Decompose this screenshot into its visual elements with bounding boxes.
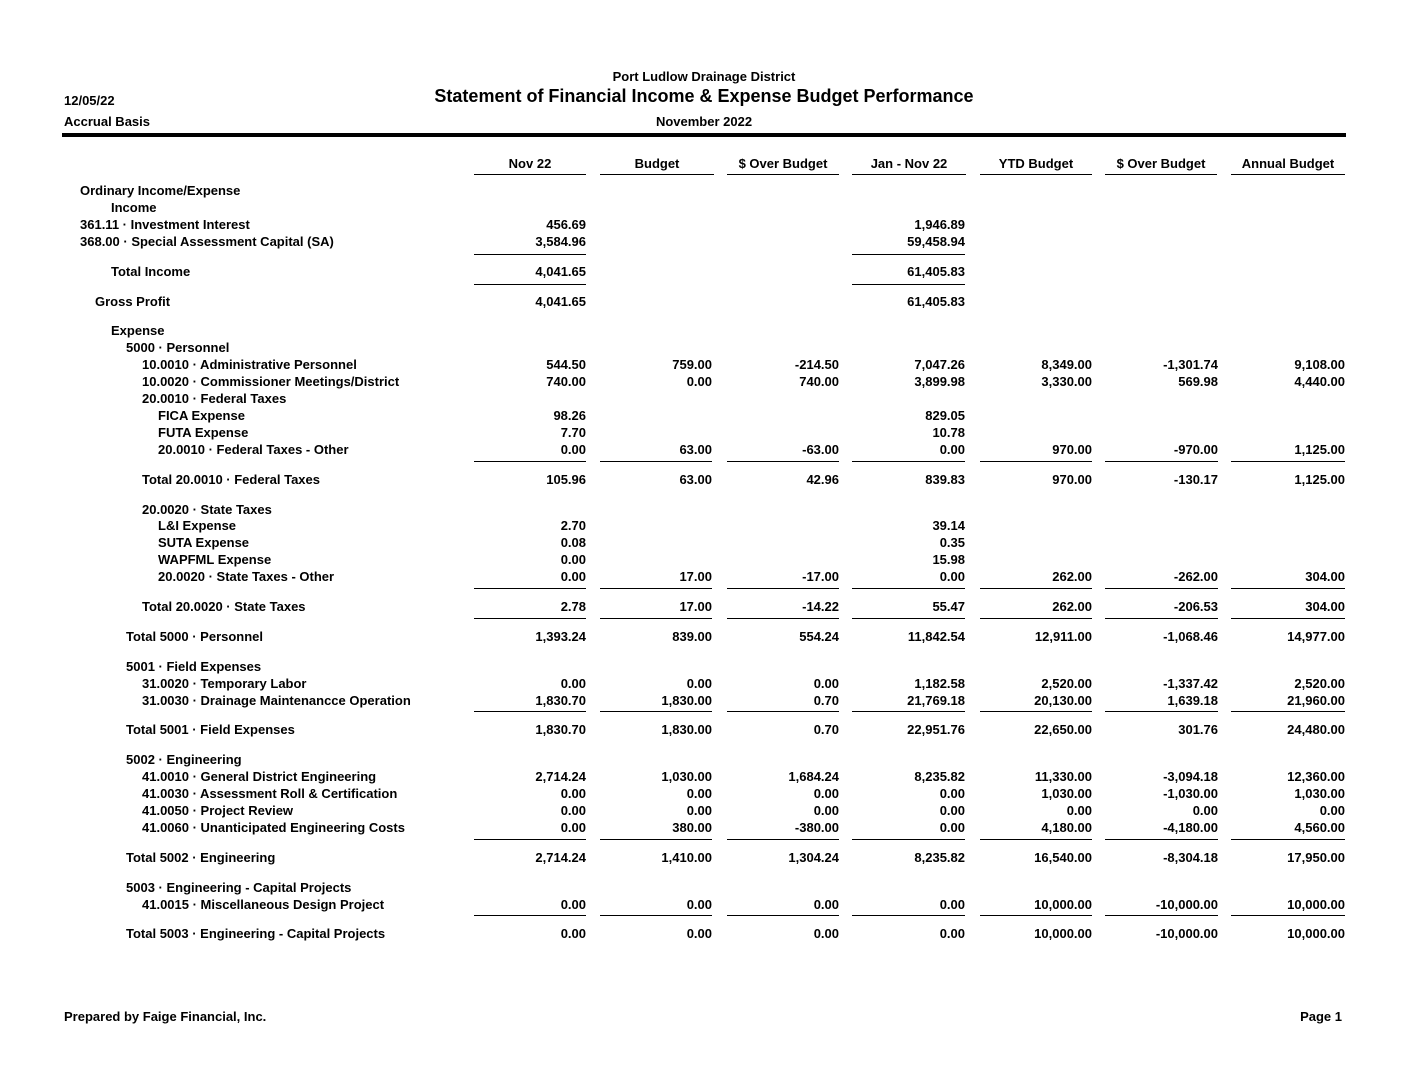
cell-value: 0.00 xyxy=(1066,803,1092,818)
row-label: Ordinary Income/Expense xyxy=(80,183,241,198)
cell-value: 4,041.65 xyxy=(535,264,586,279)
subtotal-rule xyxy=(1105,588,1218,589)
cell-value: 2,714.24 xyxy=(535,850,586,865)
cell-value: 1,182.58 xyxy=(914,676,965,691)
subtotal-rule xyxy=(852,711,965,712)
table-row xyxy=(0,786,1408,803)
column-header-over-budget: $ Over Budget xyxy=(738,156,828,171)
cell-value: 0.00 xyxy=(813,676,839,691)
cell-value: -1,337.42 xyxy=(1163,676,1218,691)
subtotal-rule xyxy=(980,588,1092,589)
cell-value: -206.53 xyxy=(1173,599,1218,614)
cell-value: 304.00 xyxy=(1305,569,1345,584)
subtotal-rule xyxy=(852,588,965,589)
cell-value: 1,639.18 xyxy=(1167,693,1218,708)
subtotal-rule xyxy=(474,254,586,255)
cell-value: 10,000.00 xyxy=(1034,926,1092,941)
row-label: SUTA Expense xyxy=(158,535,250,550)
subtotal-rule xyxy=(474,915,586,916)
cell-value: 1,304.24 xyxy=(788,850,839,865)
cell-value: 12,360.00 xyxy=(1287,769,1345,784)
cell-value: 0.00 xyxy=(560,926,586,941)
cell-value: 1,030.00 xyxy=(1294,786,1345,801)
subtotal-rule xyxy=(474,711,586,712)
cell-value: 24,480.00 xyxy=(1287,722,1345,737)
section-header-row xyxy=(0,200,1408,217)
subtotal-rule xyxy=(1105,915,1218,916)
cell-value: 39.14 xyxy=(932,518,965,533)
cell-value: 0.00 xyxy=(686,803,712,818)
cell-value: -130.17 xyxy=(1173,472,1218,487)
cell-value: 0.00 xyxy=(939,897,965,912)
subtotal-rule xyxy=(600,915,712,916)
table-row xyxy=(0,897,1408,914)
table-row xyxy=(0,357,1408,374)
table-row xyxy=(0,408,1408,425)
cell-value: 1,393.24 xyxy=(535,629,586,644)
subtotal-rule xyxy=(600,839,712,840)
row-label: Expense xyxy=(111,323,165,338)
subtotal-rule xyxy=(980,461,1092,462)
cell-value: 10.78 xyxy=(932,425,965,440)
row-label: Total Income xyxy=(111,264,191,279)
cell-value: 0.00 xyxy=(560,820,586,835)
column-header-ytd-actual: Jan - Nov 22 xyxy=(870,156,948,171)
subtotal-rule xyxy=(727,839,839,840)
cell-value: 1,030.00 xyxy=(661,769,712,784)
cell-value: 21,960.00 xyxy=(1287,693,1345,708)
cell-value: 10,000.00 xyxy=(1287,926,1345,941)
cell-value: 0.00 xyxy=(939,442,965,457)
report-date: 12/05/22 xyxy=(64,93,115,108)
table-row xyxy=(0,569,1408,586)
table-row xyxy=(0,217,1408,234)
subtotal-rule xyxy=(600,618,712,619)
cell-value: -3,094.18 xyxy=(1163,769,1218,784)
cell-value: 1,830.70 xyxy=(535,693,586,708)
section-header-row xyxy=(0,659,1408,676)
row-label: Income xyxy=(111,200,157,215)
cell-value: 61,405.83 xyxy=(907,294,965,309)
subtotal-rule xyxy=(1231,461,1345,462)
row-label: 20.0010 · Federal Taxes xyxy=(142,391,287,406)
subtotal-rule xyxy=(852,254,965,255)
subtotal-rule xyxy=(727,618,839,619)
cell-value: 740.00 xyxy=(799,374,839,389)
cell-value: 0.08 xyxy=(560,535,586,550)
column-header-ytd-budget: YTD Budget xyxy=(998,156,1074,171)
cell-value: -17.00 xyxy=(802,569,839,584)
subtotal-rule xyxy=(474,284,586,285)
section-header-row xyxy=(0,340,1408,357)
cell-value: 4,041.65 xyxy=(535,294,586,309)
cell-value: 0.00 xyxy=(560,569,586,584)
column-header-budget: Budget xyxy=(634,156,680,171)
cell-value: -14.22 xyxy=(802,599,839,614)
section-header-row xyxy=(0,502,1408,519)
cell-value: 456.69 xyxy=(546,217,586,232)
total-row xyxy=(0,629,1408,646)
table-row xyxy=(0,442,1408,459)
prepared-by: Prepared by Faige Financial, Inc. xyxy=(64,1009,267,1024)
row-label: 361.11 · Investment Interest xyxy=(80,217,250,232)
cell-value: 0.00 xyxy=(686,897,712,912)
subtotal-rule xyxy=(980,711,1092,712)
cell-value: 0.00 xyxy=(560,803,586,818)
table-row xyxy=(0,425,1408,442)
table-row xyxy=(0,535,1408,552)
cell-value: 15.98 xyxy=(932,552,965,567)
cell-value: 0.00 xyxy=(939,926,965,941)
cell-value: 0.00 xyxy=(686,786,712,801)
section-header-row xyxy=(0,880,1408,897)
subtotal-rule xyxy=(474,588,586,589)
cell-value: -262.00 xyxy=(1173,569,1218,584)
cell-value: 0.00 xyxy=(939,786,965,801)
subtotal-rule xyxy=(600,711,712,712)
subtotal-rule xyxy=(852,284,965,285)
total-row xyxy=(0,264,1408,281)
table-row xyxy=(0,803,1408,820)
cell-value: 1,125.00 xyxy=(1294,472,1345,487)
cell-value: -10,000.00 xyxy=(1155,926,1218,941)
cell-value: 0.00 xyxy=(813,926,839,941)
subtotal-rule xyxy=(1231,618,1345,619)
row-label: 41.0015 · Miscellaneous Design Project xyxy=(142,897,385,912)
cell-value: 262.00 xyxy=(1052,569,1092,584)
cell-value: -214.50 xyxy=(794,357,839,372)
row-label: 20.0020 · State Taxes - Other xyxy=(158,569,335,584)
cell-value: 740.00 xyxy=(546,374,586,389)
cell-value: 2.70 xyxy=(560,518,586,533)
cell-value: 105.96 xyxy=(546,472,586,487)
table-row xyxy=(0,374,1408,391)
cell-value: 16,540.00 xyxy=(1034,850,1092,865)
table-row xyxy=(0,693,1408,710)
cell-value: 11,330.00 xyxy=(1034,769,1092,784)
row-label: 20.0010 · Federal Taxes - Other xyxy=(158,442,349,457)
cell-value: 829.05 xyxy=(925,408,965,423)
cell-value: 20,130.00 xyxy=(1034,693,1092,708)
row-label: 41.0010 · General District Engineering xyxy=(142,769,377,784)
table-row xyxy=(0,234,1408,251)
subtotal-rule xyxy=(600,461,712,462)
cell-value: 1,946.89 xyxy=(914,217,965,232)
subtotal-rule xyxy=(1105,461,1218,462)
subtotal-rule xyxy=(1231,588,1345,589)
cell-value: 59,458.94 xyxy=(907,234,965,249)
cell-value: 0.00 xyxy=(686,676,712,691)
column-header-annual-budget: Annual Budget xyxy=(1241,156,1335,171)
cell-value: 1,830.70 xyxy=(535,722,586,737)
column-header-ytd-over-budget: $ Over Budget xyxy=(1116,156,1206,171)
cell-value: 10,000.00 xyxy=(1034,897,1092,912)
subtotal-rule xyxy=(474,839,586,840)
row-label: Total 5001 · Field Expenses xyxy=(126,722,295,737)
row-label: Total 20.0010 · Federal Taxes xyxy=(142,472,320,487)
cell-value: 0.00 xyxy=(686,926,712,941)
subtotal-rule xyxy=(474,461,586,462)
table-row xyxy=(0,769,1408,786)
subtotal-rule xyxy=(980,915,1092,916)
table-row xyxy=(0,676,1408,693)
accounting-basis: Accrual Basis xyxy=(64,114,150,129)
cell-value: -10,000.00 xyxy=(1155,897,1218,912)
row-label: WAPFML Expense xyxy=(158,552,272,567)
cell-value: 8,349.00 xyxy=(1041,357,1092,372)
cell-value: -970.00 xyxy=(1173,442,1218,457)
cell-value: -1,068.46 xyxy=(1163,629,1218,644)
table-row xyxy=(0,518,1408,535)
table-row xyxy=(0,552,1408,569)
cell-value: -8,304.18 xyxy=(1163,850,1218,865)
section-header-row xyxy=(0,391,1408,408)
cell-value: -4,180.00 xyxy=(1163,820,1218,835)
cell-value: 17.00 xyxy=(679,569,712,584)
cell-value: 544.50 xyxy=(546,357,586,372)
cell-value: 7,047.26 xyxy=(914,357,965,372)
row-label: Total 5003 · Engineering - Capital Projects xyxy=(126,926,386,941)
cell-value: 14,977.00 xyxy=(1287,629,1345,644)
row-label: 5002 · Engineering xyxy=(126,752,242,767)
subtotal-rule xyxy=(727,461,839,462)
row-label: L&I Expense xyxy=(158,518,237,533)
cell-value: -63.00 xyxy=(802,442,839,457)
cell-value: 569.98 xyxy=(1178,374,1218,389)
row-label: Total 20.0020 · State Taxes xyxy=(142,599,306,614)
cell-value: 0.00 xyxy=(939,569,965,584)
cell-value: 0.70 xyxy=(813,722,839,737)
cell-value: 970.00 xyxy=(1052,472,1092,487)
page-number: Page 1 xyxy=(1300,1009,1342,1024)
cell-value: 8,235.82 xyxy=(914,850,965,865)
table-row xyxy=(0,820,1408,837)
cell-value: 0.00 xyxy=(813,897,839,912)
cell-value: -380.00 xyxy=(794,820,839,835)
column-header-nov22: Nov 22 xyxy=(508,156,552,171)
cell-value: 42.96 xyxy=(806,472,839,487)
report-period: November 2022 xyxy=(655,114,753,129)
cell-value: 1,830.00 xyxy=(661,722,712,737)
cell-value: 3,899.98 xyxy=(914,374,965,389)
cell-value: 22,951.76 xyxy=(907,722,965,737)
cell-value: 11,842.54 xyxy=(907,629,965,644)
cell-value: 839.83 xyxy=(925,472,965,487)
cell-value: 63.00 xyxy=(679,442,712,457)
subtotal-rule xyxy=(474,618,586,619)
cell-value: 98.26 xyxy=(553,408,586,423)
cell-value: 1,684.24 xyxy=(788,769,839,784)
cell-value: 262.00 xyxy=(1052,599,1092,614)
cell-value: 61,405.83 xyxy=(907,264,965,279)
total-row xyxy=(0,850,1408,867)
row-label: Total 5000 · Personnel xyxy=(126,629,264,644)
cell-value: 1,830.00 xyxy=(661,693,712,708)
cell-value: 0.00 xyxy=(686,374,712,389)
total-row xyxy=(0,926,1408,943)
cell-value: 4,180.00 xyxy=(1041,820,1092,835)
cell-value: 2.78 xyxy=(560,599,586,614)
subtotal-rule xyxy=(727,711,839,712)
row-label: 41.0050 · Project Review xyxy=(142,803,294,818)
cell-value: 7.70 xyxy=(560,425,586,440)
row-label: 5003 · Engineering - Capital Projects xyxy=(126,880,352,895)
subtotal-rule xyxy=(980,839,1092,840)
row-label: 31.0020 · Temporary Labor xyxy=(142,676,307,691)
cell-value: -1,301.74 xyxy=(1163,357,1218,372)
subtotal-rule xyxy=(852,618,965,619)
cell-value: 759.00 xyxy=(672,357,712,372)
cell-value: 2,520.00 xyxy=(1294,676,1345,691)
report-title: Statement of Financial Income & Expense Budget Performance xyxy=(434,86,974,106)
cell-value: 0.70 xyxy=(813,693,839,708)
row-label: 5000 · Personnel xyxy=(126,340,230,355)
subtotal-rule xyxy=(1231,915,1345,916)
subtotal-rule xyxy=(1105,839,1218,840)
cell-value: 17.00 xyxy=(679,599,712,614)
cell-value: 4,440.00 xyxy=(1294,374,1345,389)
cell-value: 0.00 xyxy=(1319,803,1345,818)
row-label: FUTA Expense xyxy=(158,425,249,440)
subtotal-rule xyxy=(1231,839,1345,840)
cell-value: 0.00 xyxy=(560,552,586,567)
total-row xyxy=(0,722,1408,739)
section-header-row xyxy=(0,183,1408,200)
subtotal-rule xyxy=(1105,618,1218,619)
subtotal-rule xyxy=(852,839,965,840)
cell-value: 2,520.00 xyxy=(1041,676,1092,691)
subtotal-rule xyxy=(852,915,965,916)
cell-value: 12,911.00 xyxy=(1034,629,1092,644)
total-row xyxy=(0,472,1408,489)
cell-value: 0.00 xyxy=(560,676,586,691)
subtotal-rule xyxy=(1231,711,1345,712)
cell-value: 380.00 xyxy=(672,820,712,835)
row-label: Total 5002 · Engineering xyxy=(126,850,276,865)
cell-value: 0.00 xyxy=(939,820,965,835)
subtotal-rule xyxy=(980,618,1092,619)
cell-value: 4,560.00 xyxy=(1294,820,1345,835)
cell-value: 9,108.00 xyxy=(1294,357,1345,372)
cell-value: 0.00 xyxy=(939,803,965,818)
cell-value: 1,125.00 xyxy=(1294,442,1345,457)
cell-value: 1,030.00 xyxy=(1041,786,1092,801)
cell-value: -1,030.00 xyxy=(1163,786,1218,801)
cell-value: 22,650.00 xyxy=(1034,722,1092,737)
cell-value: 8,235.82 xyxy=(914,769,965,784)
cell-value: 0.00 xyxy=(560,897,586,912)
row-label: Gross Profit xyxy=(95,294,171,309)
subtotal-rule xyxy=(727,588,839,589)
row-label: 5001 · Field Expenses xyxy=(126,659,262,674)
row-label: 20.0020 · State Taxes xyxy=(142,502,272,517)
organization-name: Port Ludlow Drainage District xyxy=(612,69,796,84)
row-label: FICA Expense xyxy=(158,408,245,423)
row-label: 31.0030 · Drainage Maintenancce Operation xyxy=(142,693,411,708)
cell-value: 0.00 xyxy=(1192,803,1218,818)
cell-value: 63.00 xyxy=(679,472,712,487)
subtotal-rule xyxy=(1105,711,1218,712)
subtotal-rule xyxy=(727,915,839,916)
cell-value: 839.00 xyxy=(672,629,712,644)
cell-value: 0.00 xyxy=(560,442,586,457)
cell-value: 21,769.18 xyxy=(907,693,965,708)
cell-value: 0.00 xyxy=(813,786,839,801)
cell-value: 0.00 xyxy=(560,786,586,801)
row-label: 41.0060 · Unanticipated Engineering Costs xyxy=(142,820,405,835)
cell-value: 55.47 xyxy=(932,599,965,614)
cell-value: 2,714.24 xyxy=(535,769,586,784)
subtotal-rule xyxy=(600,588,712,589)
row-label: 41.0030 · Assessment Roll & Certification xyxy=(142,786,398,801)
cell-value: 304.00 xyxy=(1305,599,1345,614)
cell-value: 17,950.00 xyxy=(1287,850,1345,865)
cell-value: 3,584.96 xyxy=(535,234,586,249)
cell-value: 970.00 xyxy=(1052,442,1092,457)
subtotal-rule xyxy=(852,461,965,462)
cell-value: 301.76 xyxy=(1178,722,1218,737)
row-label: 10.0010 · Administrative Personnel xyxy=(142,357,357,372)
total-row xyxy=(0,599,1408,616)
cell-value: 3,330.00 xyxy=(1041,374,1092,389)
section-header-row xyxy=(0,752,1408,769)
cell-value: 554.24 xyxy=(799,629,839,644)
cell-value: 1,410.00 xyxy=(661,850,712,865)
section-header-row xyxy=(0,323,1408,340)
row-label: 368.00 · Special Assessment Capital (SA) xyxy=(80,234,334,249)
table-row xyxy=(0,294,1408,311)
row-label: 10.0020 · Commissioner Meetings/District xyxy=(142,374,400,389)
cell-value: 10,000.00 xyxy=(1287,897,1345,912)
cell-value: 0.35 xyxy=(939,535,965,550)
cell-value: 0.00 xyxy=(813,803,839,818)
